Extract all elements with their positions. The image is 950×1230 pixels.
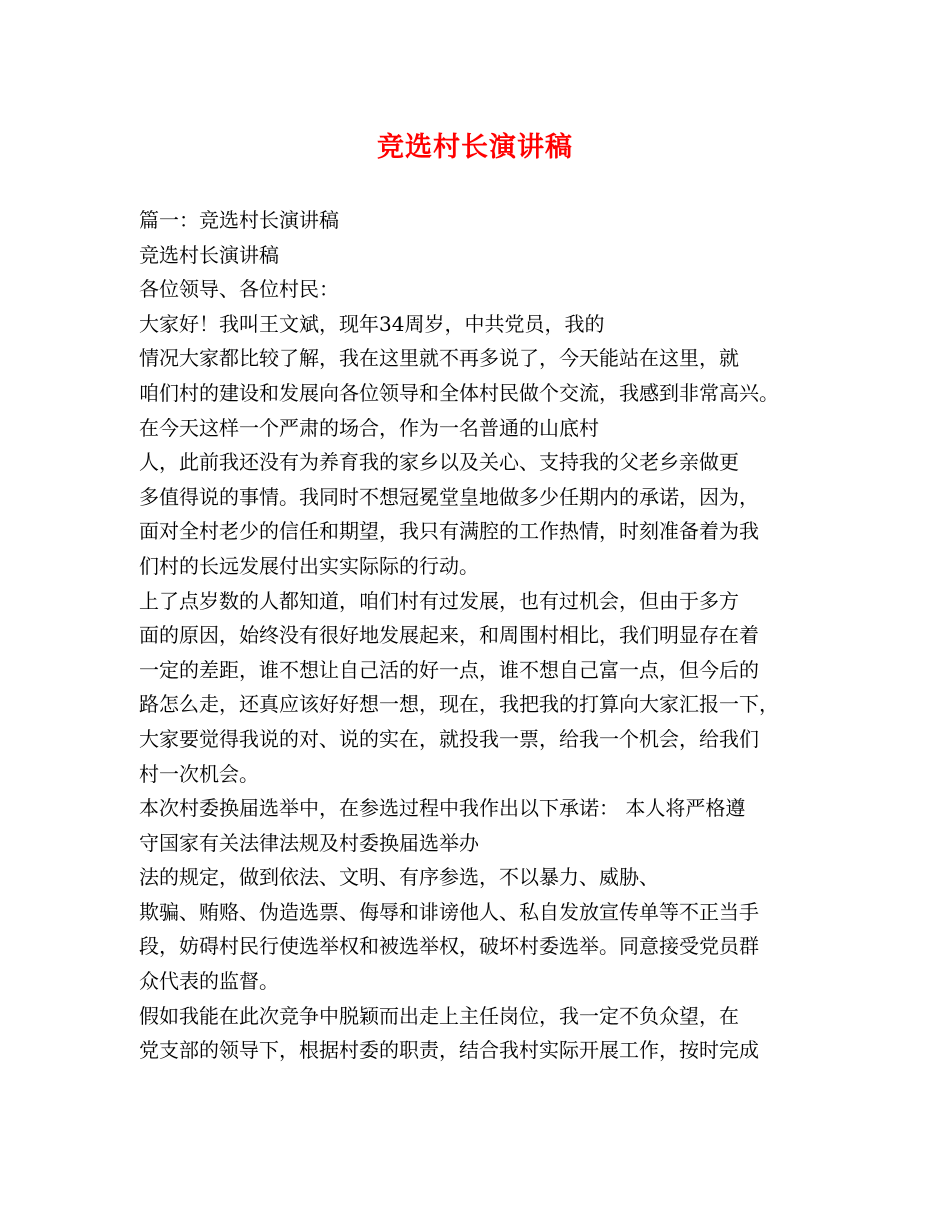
text-line: 欺骗、贿赂、伪造选票、侮辱和诽谤他人、私自发放宣传单等不正当手 bbox=[139, 899, 759, 924]
text-line: 们村的长远发展付出实实际际的行动。 bbox=[139, 553, 479, 578]
text-line: 竞选村长演讲稿 bbox=[139, 242, 279, 267]
text-line: 面对全村老少的信任和期望，我只有满腔的工作热情，时刻准备着为我 bbox=[139, 519, 759, 544]
text-line: 在今天这样一个严肃的场合，作为一名普通的山底村 bbox=[139, 415, 599, 440]
text-line: 篇一：竞选村长演讲稿 bbox=[139, 208, 339, 232]
text-line: 法的规定，做到依法、文明、有序参选，不以暴力、威胁、 bbox=[139, 865, 659, 890]
text-line: 段，妨碍村民行使选举权和被选举权，破坏村委选举。同意接受党员群 bbox=[139, 934, 759, 959]
document-body bbox=[139, 203, 819, 1068]
text-line: 假如我能在此次竞争中脱颖而出走上主任岗位，我一定不负众望，在 bbox=[139, 1003, 739, 1028]
text-line: 众代表的监督。 bbox=[139, 969, 279, 994]
text-line: 大家好！我叫王文斌，现年34周岁，中共党员，我的 bbox=[139, 311, 605, 336]
text-line: 村一次机会。 bbox=[139, 761, 259, 786]
text-line: 咱们村的建设和发展向各位领导和全体村民做个交流，我感到非常高兴。 bbox=[139, 380, 779, 405]
text-line: 大家要觉得我说的对、说的实在，就投我一票，给我一个机会，给我们 bbox=[139, 726, 759, 751]
text-line: 多值得说的事情。我同时不想冠冕堂皇地做多少任期内的承诺，因为， bbox=[139, 484, 759, 509]
text-line: 一定的差距，谁不想让自己活的好一点，谁不想自己富一点，但今后的 bbox=[139, 657, 759, 682]
text-line: 守国家有关法律法规及村委换届选举办 bbox=[139, 830, 479, 855]
text-line: 上了点岁数的人都知道，咱们村有过发展，也有过机会，但由于多方 bbox=[139, 588, 739, 613]
text-line: 本次村委换届选举中，在参选过程中我作出以下承诺： 本人将严格遵 bbox=[139, 796, 746, 821]
text-line: 人，此前我还没有为养育我的家乡以及关心、支持我的父老乡亲做更 bbox=[139, 450, 739, 475]
text-line: 党支部的领导下，根据村委的职责，结合我村实际开展工作，按时完成 bbox=[139, 1038, 759, 1063]
page-title: 竞选村长演讲稿 bbox=[377, 132, 573, 163]
text-line: 面的原因，始终没有很好地发展起来，和周围村相比，我们明显存在着 bbox=[139, 623, 759, 648]
text-line: 各位领导、各位村民： bbox=[139, 277, 339, 302]
text-line: 路怎么走，还真应该好好想一想，现在，我把我的打算向大家汇报一下， bbox=[139, 692, 779, 717]
text-line: 情况大家都比较了解，我在这里就不再多说了，今天能站在这里，就 bbox=[139, 346, 739, 371]
